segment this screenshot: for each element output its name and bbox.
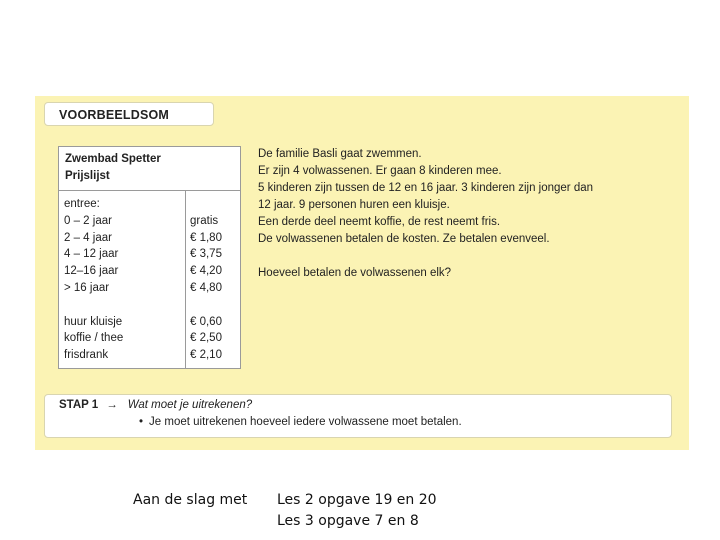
price-row-label: huur kluisje — [64, 315, 123, 328]
price-list-header — [59, 147, 240, 191]
price-row-value: € 2,10 — [190, 349, 222, 362]
arrow-right-icon: → — [106, 399, 118, 411]
price-row-value: € 1,80 — [190, 231, 222, 244]
footer-assignments — [277, 490, 437, 532]
price-row-label: 4 – 12 jaar — [64, 248, 119, 261]
story-line: Er zijn 4 volwassenen. Er gaan 8 kinderen mee. — [258, 165, 502, 177]
bullet-icon: • — [139, 416, 144, 428]
price-row — [59, 280, 240, 297]
story-line: Een derde deel neemt koffie, de rest neemt fris. — [258, 216, 501, 228]
price-list-rows — [59, 196, 240, 364]
price-row — [59, 263, 240, 280]
price-row-label: > 16 jaar — [64, 281, 110, 294]
price-row-value — [185, 196, 190, 213]
price-row — [59, 347, 240, 364]
price-row-label: entree: — [64, 198, 100, 210]
price-row-value: € 0,60 — [190, 315, 222, 328]
footer-intro: Aan de slag met — [133, 492, 248, 508]
step-1-answer — [139, 416, 462, 428]
price-row-label: frisdrank — [64, 349, 109, 362]
price-row — [59, 297, 240, 314]
price-row-value: gratis — [190, 214, 219, 227]
footer-assignment-les2: Les 2 opgave 19 en 20 — [277, 492, 437, 508]
price-list-pool-name: Zwembad Spetter — [65, 153, 161, 165]
price-row-value — [185, 297, 190, 314]
price-row — [59, 314, 240, 331]
price-row-label — [59, 297, 185, 314]
panel-title: VOORBEELDSOM — [44, 102, 214, 126]
story-line: De volwassenen betalen de kosten. Ze betalen evenveel. — [258, 233, 550, 245]
price-list-heading: Prijslijst — [65, 170, 110, 182]
price-row-value: € 4,80 — [190, 281, 222, 294]
price-row — [59, 246, 240, 263]
example-panel — [35, 96, 689, 450]
price-row-label: 12–16 jaar — [64, 265, 119, 278]
step-question: Wat moet je uitrekenen? — [127, 399, 253, 411]
story-line: 12 jaar. 9 personen huren een kluisje. — [258, 199, 450, 211]
step-1-heading — [59, 399, 252, 411]
story-question: Hoeveel betalen de volwassenen elk? — [258, 267, 452, 279]
price-row-value: € 4,20 — [190, 265, 222, 278]
price-row-label: 2 – 4 jaar — [64, 231, 112, 244]
price-list-body — [59, 191, 240, 368]
story-line: 5 kinderen zijn tussen de 12 en 16 jaar. 3 kinderen zijn jonger dan — [258, 182, 594, 194]
price-row — [59, 196, 240, 213]
footer-assignment-les3: Les 3 opgave 7 en 8 — [277, 513, 419, 529]
story-lines — [258, 146, 678, 248]
price-row — [59, 230, 240, 247]
price-row-value: € 3,75 — [190, 248, 222, 261]
word-problem-text — [258, 146, 678, 282]
price-row — [59, 330, 240, 347]
story-line: De familie Basli gaat zwemmen. — [258, 148, 422, 160]
price-row-label: koffie / thee — [64, 332, 124, 345]
price-list-table — [58, 146, 241, 369]
price-row — [59, 213, 240, 230]
step-label: STAP 1 — [59, 399, 99, 411]
step-answer-text: Je moet uitrekenen hoeveel iedere volwassene moet betalen. — [149, 416, 462, 428]
price-row-label: 0 – 2 jaar — [64, 214, 112, 227]
step-1-box — [44, 394, 672, 438]
price-row-value: € 2,50 — [190, 332, 222, 345]
